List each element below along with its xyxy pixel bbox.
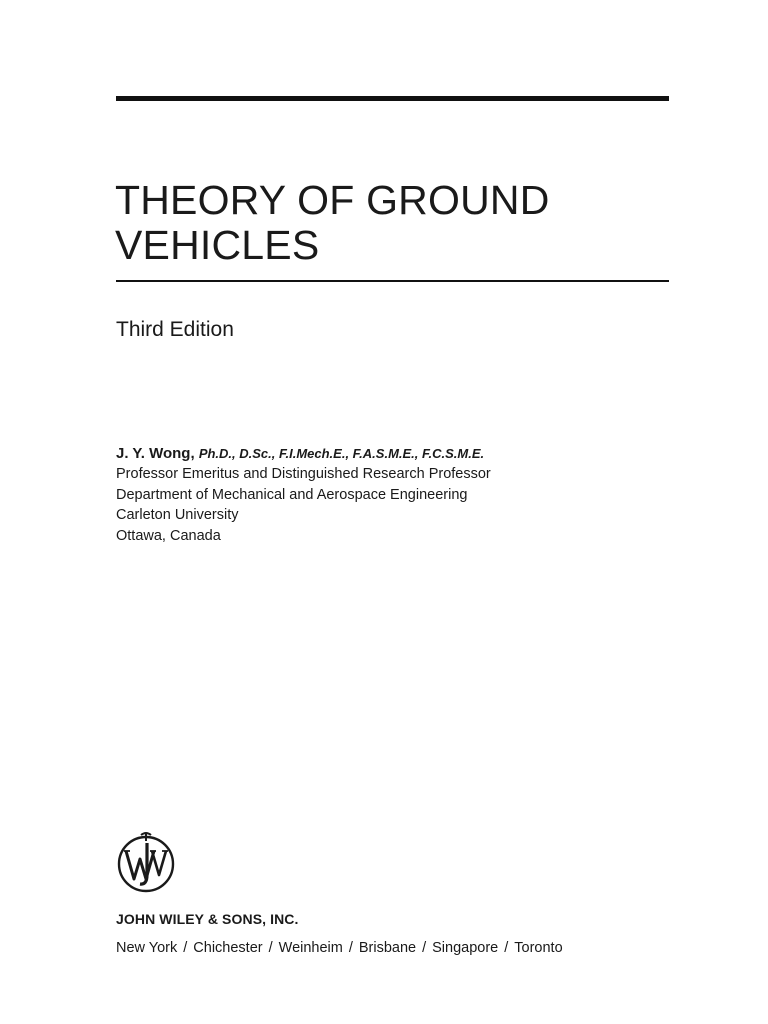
affiliation-title: Professor Emeritus and Distinguished Research Professor — [116, 466, 491, 482]
author-line — [116, 444, 676, 464]
city-new-york: New York — [116, 940, 178, 956]
city-separator: / — [504, 940, 509, 956]
city-chichester: Chichester — [193, 940, 263, 956]
city-separator: / — [268, 940, 273, 956]
top-rule — [116, 96, 669, 101]
title-rule — [116, 280, 669, 282]
edition-label: Third Edition — [116, 318, 234, 341]
city-brisbane: Brisbane — [358, 940, 417, 956]
title-line-1: THEORY OF GROUND — [115, 177, 550, 223]
city-separator: / — [422, 940, 427, 956]
affiliation-location: Ottawa, Canada — [116, 527, 221, 544]
affiliation-university: Carleton University — [116, 507, 239, 523]
title-line-2: VEHICLES — [115, 222, 320, 268]
author-block — [116, 444, 676, 546]
author-name: J. Y. Wong, — [116, 445, 195, 462]
book-title — [115, 178, 675, 268]
author-credentials: Ph.D., D.Sc., F.I.Mech.E., F.A.S.M.E., F.C.S.M.E. — [198, 446, 485, 461]
publisher-cities — [116, 938, 563, 958]
wiley-logo-icon — [116, 829, 176, 893]
city-separator: / — [348, 940, 353, 956]
city-toronto: Toronto — [514, 940, 563, 956]
city-separator: / — [183, 940, 188, 956]
affiliation-department: Department of Mechanical and Aerospace Engineering — [116, 486, 468, 503]
city-singapore: Singapore — [432, 940, 499, 956]
publisher-name: JOHN WILEY & SONS, INC. — [116, 911, 299, 927]
city-weinheim: Weinheim — [278, 940, 343, 956]
